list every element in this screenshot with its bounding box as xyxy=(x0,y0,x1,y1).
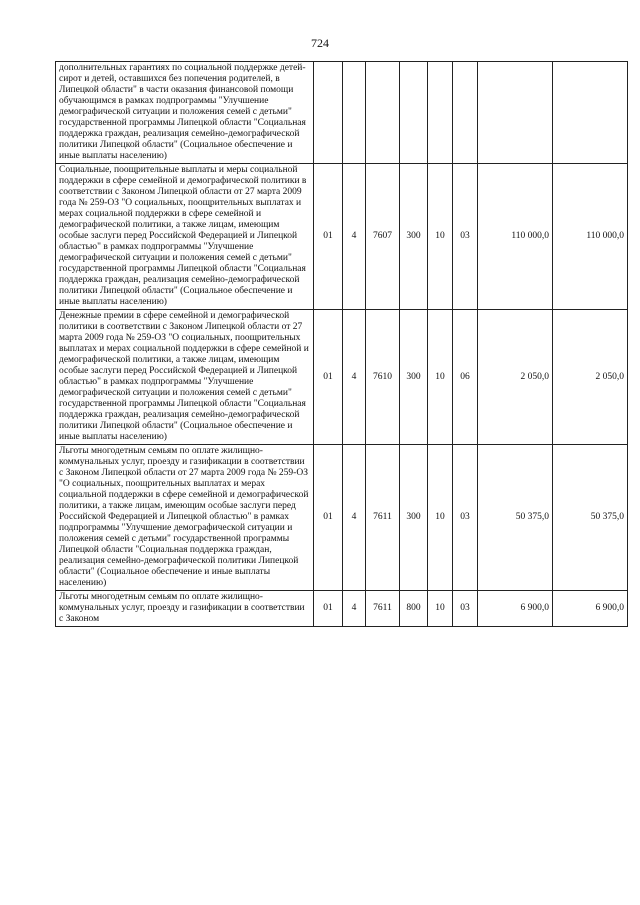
section-cell: 10 xyxy=(428,164,453,310)
subprogram-code-cell: 4 xyxy=(343,310,366,445)
table-row xyxy=(56,164,628,310)
section-cell: 10 xyxy=(428,591,453,627)
subsection-cell: 06 xyxy=(453,310,478,445)
section-cell: 10 xyxy=(428,310,453,445)
program-code-cell: 01 xyxy=(314,591,343,627)
amount-total-cell xyxy=(553,62,628,164)
subprogram-code-cell xyxy=(343,62,366,164)
amount-total-cell: 50 375,0 xyxy=(553,445,628,591)
row-description: Социальные, поощрительные выплаты и меры социальной поддержки в сфере семейной и демографической политики в соответствии с Законом Липецкой области от 27 марта 2009 года № 259-ОЗ "О социальных, поощрительных выплатах и мерах социальной поддержки в сфере семейной и демографической политики, а также лицам, имеющим особые заслуги перед Российской Федерацией и Липецкой областью" в рамках подпрограммы "Улучшение демографической ситуации и положения семей с детьми" государственной программы Липецкой области "Социальная поддержка граждан, реализация семейно-демографической политики Липецкой области" (Социальное обеспечение и иные выплаты населению) xyxy=(56,164,314,310)
program-code-cell: 01 xyxy=(314,164,343,310)
amount-cell xyxy=(478,62,553,164)
table-row xyxy=(56,591,628,627)
program-code-cell: 01 xyxy=(314,445,343,591)
row-description: Льготы многодетным семьям по оплате жилищно-коммунальных услуг, проезду и газификации в соответствии с Законом Липецкой области от 27 марта 2009 года № 259-ОЗ "О социальных, поощрительных выплатах и мерах социальной поддержки в сфере семейной и демографической политики, а также лицам, имеющим особые заслуги перед Российской Федерацией и Липецкой областью" в рамках подпрограммы "Улучшение демографической ситуации и положения семей с детьми" государственной программы Липецкой области "Социальная поддержка граждан, реализация семейно-демографической политики Липецкой области" (Социальное обеспечение и иные выплаты населению) xyxy=(56,445,314,591)
section-cell: 10 xyxy=(428,445,453,591)
amount-total-cell: 6 900,0 xyxy=(553,591,628,627)
budget-table xyxy=(55,61,628,627)
amount-cell: 110 000,0 xyxy=(478,164,553,310)
subsection-cell xyxy=(453,62,478,164)
amount-cell: 6 900,0 xyxy=(478,591,553,627)
subsection-cell: 03 xyxy=(453,591,478,627)
target-item-cell: 7610 xyxy=(366,310,400,445)
expense-type-cell: 300 xyxy=(400,164,428,310)
table-row xyxy=(56,445,628,591)
amount-total-cell: 2 050,0 xyxy=(553,310,628,445)
row-description: Льготы многодетным семьям по оплате жилищно-коммунальных услуг, проезду и газификации в соответствии с Законом xyxy=(56,591,314,627)
table-row xyxy=(56,310,628,445)
row-description: дополнительных гарантиях по социальной поддержке детей-сирот и детей, оставшихся без попечения родителей, в Липецкой области" в части оказания финансовой помощи обучающимся в рамках подпрограммы "Улучшение демографической ситуации и положения семей с детьми" государственной программы Липецкой области "Социальная поддержка граждан, реализация семейно-демографической политики Липецкой области" (Социальное обеспечение и иные выплаты населению) xyxy=(56,62,314,164)
program-code-cell: 01 xyxy=(314,310,343,445)
expense-type-cell: 300 xyxy=(400,445,428,591)
target-item-cell: 7611 xyxy=(366,591,400,627)
program-code-cell xyxy=(314,62,343,164)
subprogram-code-cell: 4 xyxy=(343,591,366,627)
target-item-cell xyxy=(366,62,400,164)
subprogram-code-cell: 4 xyxy=(343,445,366,591)
expense-type-cell xyxy=(400,62,428,164)
target-item-cell: 7607 xyxy=(366,164,400,310)
subsection-cell: 03 xyxy=(453,445,478,591)
amount-cell: 2 050,0 xyxy=(478,310,553,445)
subprogram-code-cell: 4 xyxy=(343,164,366,310)
row-description: Денежные премии в сфере семейной и демографической политики в соответствии с Законом Липецкой области от 27 марта 2009 года № 259-ОЗ "О социальных, поощрительных выплатах и мерах социальной поддержки в сфере семейной и демографической политики, а также лицам, имеющим особые заслуги перед Российской Федерацией и Липецкой областью" в рамках подпрограммы "Улучшение демографической ситуации и положения семей с детьми" государственной программы Липецкой области "Социальная поддержка граждан, реализация семейно-демографической политики Липецкой области" (Социальное обеспечение и иные выплаты населению) xyxy=(56,310,314,445)
target-item-cell: 7611 xyxy=(366,445,400,591)
expense-type-cell: 300 xyxy=(400,310,428,445)
section-cell xyxy=(428,62,453,164)
page-number: 724 xyxy=(311,36,329,50)
amount-cell: 50 375,0 xyxy=(478,445,553,591)
subsection-cell: 03 xyxy=(453,164,478,310)
expense-type-cell: 800 xyxy=(400,591,428,627)
amount-total-cell: 110 000,0 xyxy=(553,164,628,310)
table-row xyxy=(56,62,628,164)
